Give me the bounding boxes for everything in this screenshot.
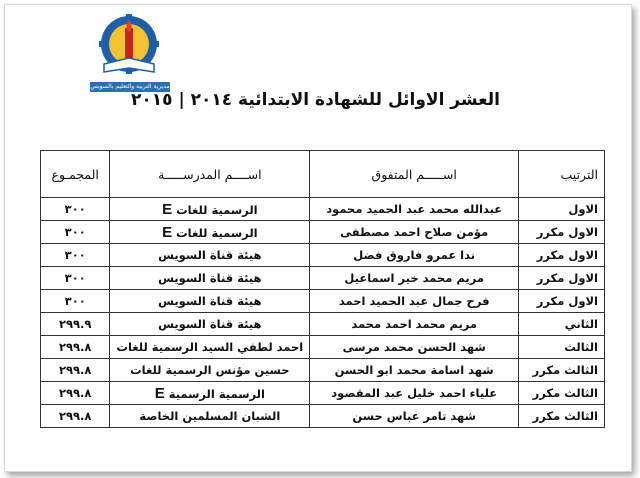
cell-name: مريم محمد خير اسماعيل — [310, 267, 519, 290]
results-table — [40, 150, 605, 428]
table-row — [41, 267, 605, 290]
logo-emblem — [96, 14, 162, 82]
cell-rank: الثالث مكرر — [519, 405, 605, 428]
cell-name: علياء احمد خليل عبد المقصود — [310, 382, 519, 405]
cell-total: ٢٩٩.٨ — [41, 382, 110, 405]
cell-rank: الثالث مكرر — [519, 359, 605, 382]
school-name: هيئة قناة السويس — [158, 271, 262, 285]
school-name: الرسمية للغات — [176, 202, 258, 217]
cell-total: ٣٠٠ — [41, 221, 110, 244]
table-row — [41, 336, 605, 359]
cell-name: فرح جمال عبد الحميد احمد — [310, 290, 519, 313]
cell-school — [110, 313, 310, 336]
cell-total: ٢٩٩.٩ — [41, 313, 110, 336]
school-name: هيئة قناة السويس — [158, 248, 262, 262]
school-name: الرسمية للغات — [176, 225, 258, 240]
cell-total: ٣٠٠ — [41, 198, 110, 221]
table-row — [41, 405, 605, 428]
cell-name: شهد اسامة محمد ابو الحسن — [310, 359, 519, 382]
table-row — [41, 290, 605, 313]
cell-name: ندا عمرو فاروق فضل — [310, 244, 519, 267]
cell-school — [110, 336, 310, 359]
cell-name: مريم محمد احمد محمد — [310, 313, 519, 336]
school-name: الرسمية الرسمية — [168, 386, 265, 401]
cell-total: ٣٠٠ — [41, 267, 110, 290]
cell-rank: الاول مكرر — [519, 267, 605, 290]
school-name: حسين مؤنس الرسمية للغات — [130, 363, 290, 377]
school-name: احمد لطفي السيد الرسمية للغات — [116, 340, 304, 354]
school-name: هيئة قناة السويس — [158, 317, 262, 331]
table-row — [41, 313, 605, 336]
school-name: هيئة قناة السويس — [158, 294, 262, 308]
table-header-row — [41, 151, 605, 198]
school-e-mark: E — [154, 384, 165, 402]
cell-name: شهد الحسن محمد مرسى — [310, 336, 519, 359]
cell-name: مؤمن صلاح احمد مصطفى — [310, 221, 519, 244]
cell-school — [110, 244, 310, 267]
page-title: العشر الاوائل للشهادة الابتدائية ٢٠١٤ | ٢٠١٥ — [131, 90, 500, 110]
cell-school — [110, 290, 310, 313]
header-rank: الترتيب — [519, 151, 605, 198]
cell-total: ٣٠٠ — [41, 290, 110, 313]
school-name: الشبان المسلمين الخاصة — [139, 409, 281, 423]
cell-name: عبدالله محمد عبد الحميد محمود — [310, 198, 519, 221]
table-row — [41, 221, 605, 244]
header-name: اســـــم المتفوق — [310, 151, 519, 198]
cell-rank: الاول مكرر — [519, 244, 605, 267]
table-row — [41, 359, 605, 382]
cell-total: ٢٩٩.٨ — [41, 405, 110, 428]
cell-school — [110, 359, 310, 382]
header-school: اســــم المدرســـــة — [110, 151, 310, 198]
table-row — [41, 198, 605, 221]
cell-rank: الثاني — [519, 313, 605, 336]
table-row — [41, 244, 605, 267]
cell-school — [110, 382, 310, 405]
cell-total: ٢٩٩.٨ — [41, 336, 110, 359]
cell-name: شهد تامر عباس حسن — [310, 405, 519, 428]
logo-caption: مديرية التربية والتعليم بالسويس — [90, 83, 170, 90]
cell-rank: الاول — [519, 198, 605, 221]
cell-rank: الثالث — [519, 336, 605, 359]
cell-school — [110, 405, 310, 428]
cell-school — [110, 198, 310, 221]
header-total: المجمـوع — [41, 151, 110, 198]
cell-total: ٢٩٩.٨ — [41, 359, 110, 382]
cell-rank: الاول مكرر — [519, 290, 605, 313]
school-e-mark: E — [162, 223, 173, 241]
table-row — [41, 382, 605, 405]
cell-school — [110, 267, 310, 290]
cell-total: ٣٠٠ — [41, 244, 110, 267]
cell-school — [110, 221, 310, 244]
cell-rank: الاول مكرر — [519, 221, 605, 244]
cell-rank: الثالث مكرر — [519, 382, 605, 405]
school-e-mark: E — [162, 200, 173, 218]
